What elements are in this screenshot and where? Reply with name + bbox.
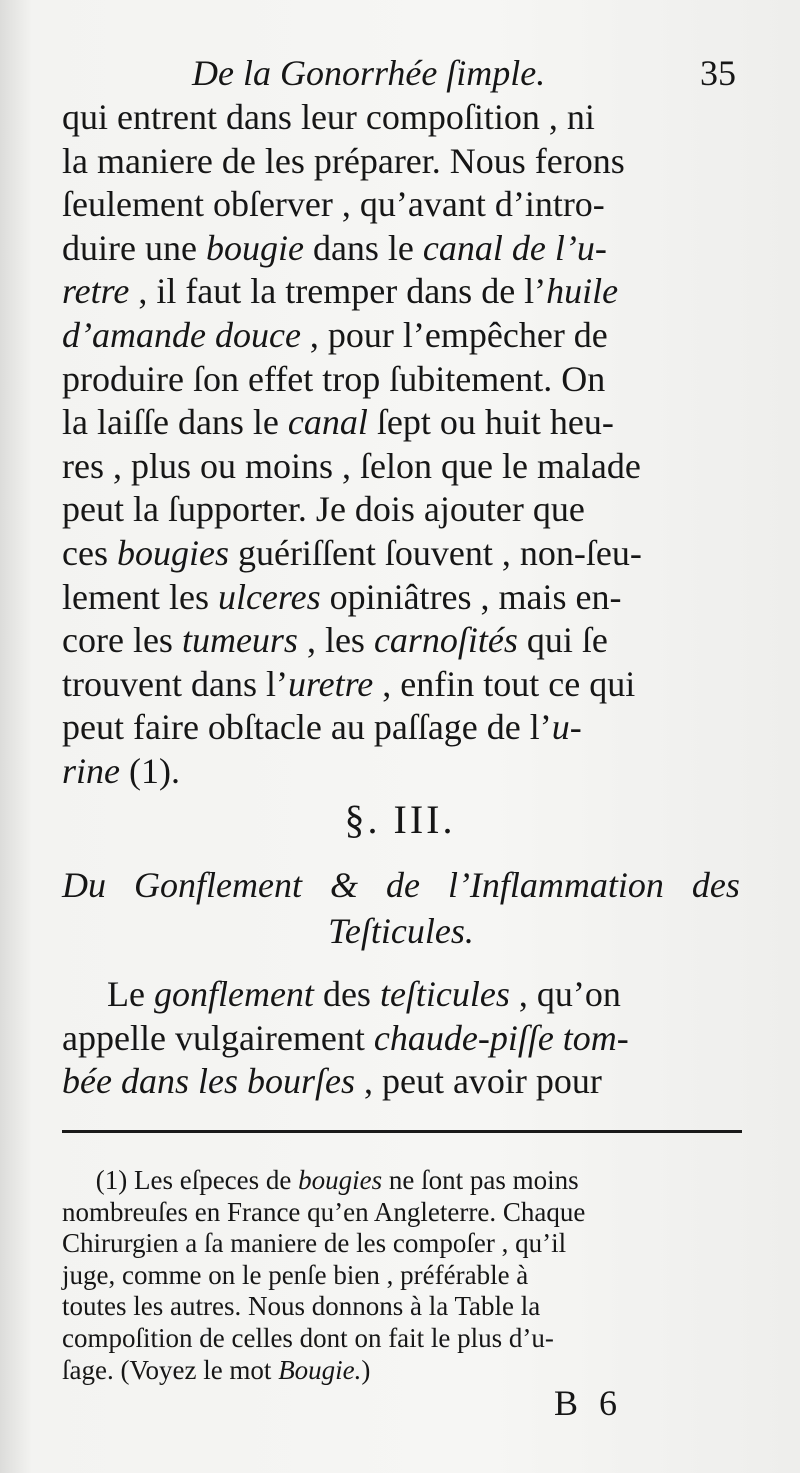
italic-term: uretre [287,663,374,704]
text-run: , il faut la tremper dans de l’ [129,271,547,312]
text-line [62,1260,742,1292]
text-run: dans le [303,227,423,268]
line-text [62,1059,740,1103]
text-line [62,1059,740,1103]
paragraph-gonflement [62,972,740,1103]
text-run: ) [361,1354,371,1385]
line-text [62,358,740,402]
italic-term: d’amande douce [62,314,301,355]
italic-term: canal de l’u- [422,227,607,268]
text-run: (1). [120,750,180,791]
text-run: juge, comme on le penſe bien , préférable à [62,1259,529,1290]
line-text [62,1197,742,1229]
text-line [62,1323,742,1355]
text-line [62,314,740,358]
text-line [62,1016,740,1060]
running-title: De la Gonorrhée ſimple. [192,53,546,93]
text-line [62,401,740,445]
page-number: 35 [700,53,736,93]
signature-mark: B 6 [554,1383,624,1423]
line-text [62,445,740,489]
section-number: §. III. [344,797,456,842]
italic-term: u- [551,707,582,748]
text-line [62,358,740,402]
text-run: , enfin tout ce qui [373,663,636,704]
text-run: ne ſont pas moins [382,1165,579,1195]
text-run: ſeulement obſerver , qu’avant d’intro- [62,184,605,225]
line-text [62,227,740,271]
text-run: appelle vulgairement [62,1017,374,1058]
line-text [62,488,740,532]
text-run: , pour l’empêcher de [300,314,608,355]
text-line [62,227,740,271]
text-run: , peut avoir pour [354,1061,602,1102]
text-run: Chirurgien a ſa maniere de les compoſer , qu’il [62,1228,567,1259]
line-text [62,401,740,445]
italic-term: Bougie. [278,1354,362,1385]
paragraph-bougie [62,96,740,794]
line-text [62,270,740,314]
section-title-text-1: Du Gonflement & de l’Inflammation des [62,865,740,905]
footnote [62,1165,742,1386]
text-run: opiniâtres , mais en- [320,576,622,617]
italic-term: bougie [205,227,304,268]
text-run: des [313,974,380,1014]
text-line [62,1165,742,1197]
text-line [62,140,740,184]
text-line [62,750,740,794]
text-run: , qu’on [509,974,621,1014]
line-text [62,1016,740,1060]
text-run: guériſſent ſouvent , non-ſeu- [228,532,642,573]
line-text [62,1355,742,1387]
text-run: la laiſſe dans le [62,402,288,443]
text-run: lement les [62,576,218,617]
italic-term: retre [62,271,130,312]
line-text [62,1260,742,1292]
text-run: trouvent dans l’ [62,663,288,704]
text-line [62,445,740,489]
line-text [62,96,740,140]
text-line [62,532,740,576]
text-run: res , plus ou moins , ſelon que le malade [62,445,641,486]
page-header [60,52,740,98]
text-run: toutes les autres. Nous donnons à la Table la [62,1291,541,1322]
italic-term: ulceres [217,576,321,617]
italic-term: canal [287,402,368,443]
text-line [62,1291,742,1323]
line-text [62,750,740,794]
section-title-line-1 [62,862,740,908]
text-line [62,1228,742,1260]
text-run: Le [62,974,154,1014]
text-run: qui ſe [517,620,608,661]
text-line [62,183,740,227]
text-line [62,270,740,314]
text-run: (1) Les eſpeces de [62,1165,299,1195]
line-text [62,1165,742,1197]
text-run: compoſition de celles dont on fait le plus d’u- [62,1322,554,1353]
text-run: ſage. (Voyez le mot [62,1354,279,1385]
line-text [62,140,740,184]
text-line [62,706,740,750]
italic-term: bée dans les bourſes [62,1061,355,1102]
text-run: core les [62,620,182,661]
italic-term: rine [62,750,120,791]
line-text [62,1228,742,1260]
footnote-rule [62,1130,742,1133]
text-line [62,488,740,532]
line-text [62,1323,742,1355]
text-line [62,663,740,707]
italic-term: tumeurs [181,620,298,661]
text-line [62,96,740,140]
text-run: peut la ſupporter. Je dois ajouter que [62,489,585,530]
text-line [62,972,740,1016]
text-run: ces [62,532,117,573]
text-line [62,619,740,663]
line-text [62,314,740,358]
text-line [62,576,740,620]
line-text [62,619,740,663]
section-title [62,862,740,954]
text-line [62,1197,742,1229]
italic-term: carnoſités [373,620,518,661]
line-text [62,663,740,707]
line-text [62,1291,742,1323]
line-text [62,706,740,750]
text-run: produire ſon effet trop ſubitement. On [62,358,606,399]
italic-term: bougies [298,1165,383,1195]
text-run: qui entrent dans leur compoſition , ni [62,97,595,137]
text-run: ſept ou huit heu- [367,402,614,443]
text-run: peut faire obſtacle au paſſage de l’ [62,707,552,748]
section-title-line-2: Teſticules. [328,911,474,951]
italic-term: gonflement [153,974,314,1014]
italic-term: bougies [116,532,229,573]
text-run: nombreuſes en France qu’en Angleterre. Chaque [62,1196,586,1227]
italic-term: chaude-piſſe tom- [373,1017,629,1058]
line-text [62,183,740,227]
italic-term: huile [546,271,619,312]
line-text [62,532,740,576]
line-text [62,576,740,620]
text-run: , les [297,620,374,661]
text-run: duire une [62,227,206,268]
italic-term: teſticules [379,974,510,1014]
text-line [62,1355,742,1387]
line-text [62,972,740,1016]
text-run: la maniere de les préparer. Nous ferons [62,140,625,181]
